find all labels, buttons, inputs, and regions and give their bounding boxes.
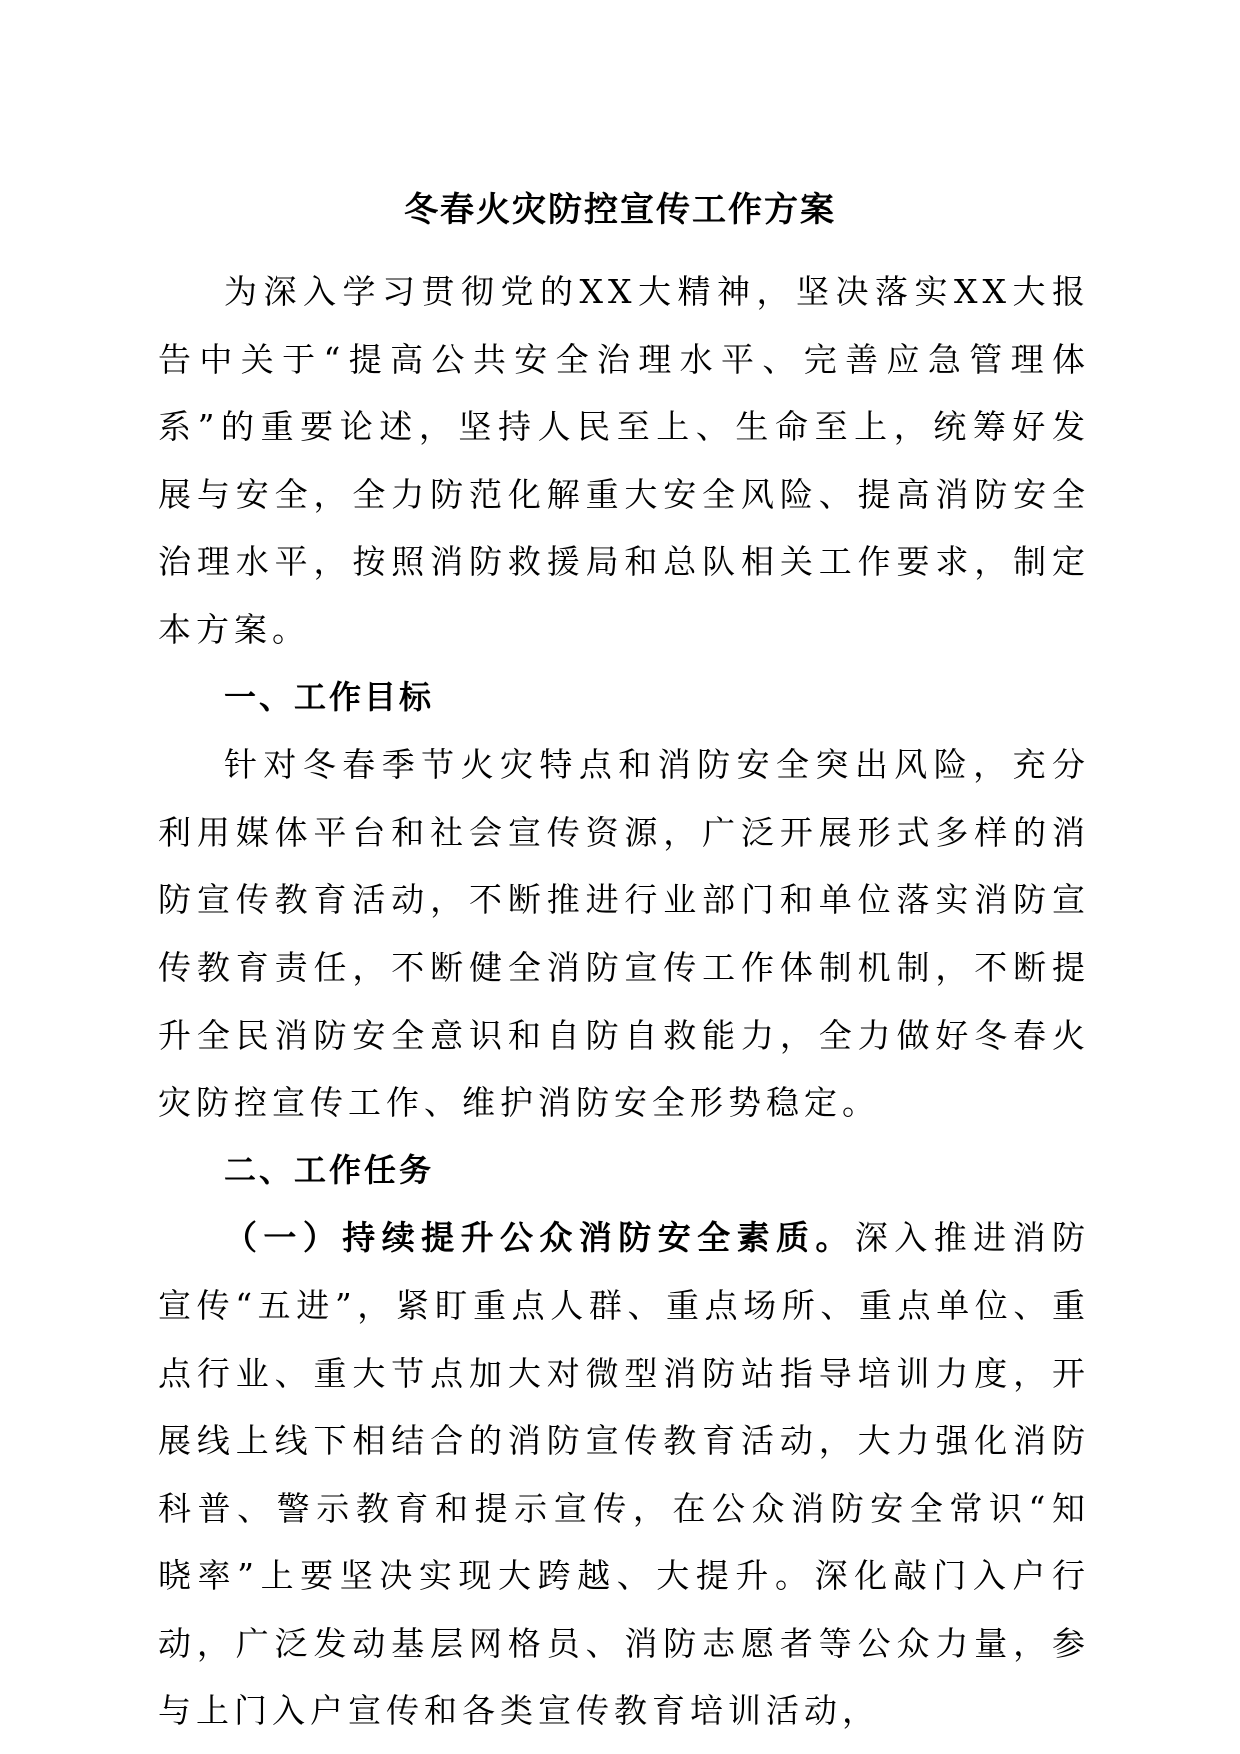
- document-body: [158, 258, 1090, 1745]
- section-heading-goals: 一、工作目标: [224, 677, 435, 716]
- task-lead: （一）持续提升公众消防安全素质。: [224, 1218, 855, 1258]
- section-heading-tasks: 二、工作任务: [224, 1150, 435, 1189]
- intro-paragraph: 为深入学习贯彻党的XX大精神，坚决落实XX大报告中关于“提高公共安全治理水平、完善应急管理体系”的重要论述，坚持人民至上、生命至上，统筹好发展与安全，全力防范化解重大安全风险、提高消防安全治理水平，按照消防救援局和总队相关工作要求，制定本方案。: [158, 272, 1090, 649]
- task-text: 深入推进消防宣传“五进”，紧盯重点人群、重点场所、重点单位、重点行业、重大节点加大对微型消防站指导培训力度，开展线上线下相结合的消防宣传教育活动，大力强化消防科普、警示教育和提示宣传，在公众消防安全常识“知晓率”上要坚决实现大跨越、大提升。深化敲门入户行动，广泛发动基层网格员、消防志愿者等公众力量，参与上门入户宣传和各类宣传教育培训活动，: [158, 1218, 1091, 1731]
- task-paragraph: [158, 1204, 1090, 1745]
- goals-paragraph: 针对冬春季节火灾特点和消防安全突出风险，充分利用媒体平台和社会宣传资源，广泛开展形式多样的消防宣传教育活动，不断推进行业部门和单位落实消防宣传教育责任，不断健全消防宣传工作体制机制，不断提升全民消防安全意识和自防自救能力，全力做好冬春火灾防控宣传工作、维护消防安全形势稳定。: [158, 745, 1090, 1123]
- document-title: 冬春火灾防控宣传工作方案: [404, 190, 836, 230]
